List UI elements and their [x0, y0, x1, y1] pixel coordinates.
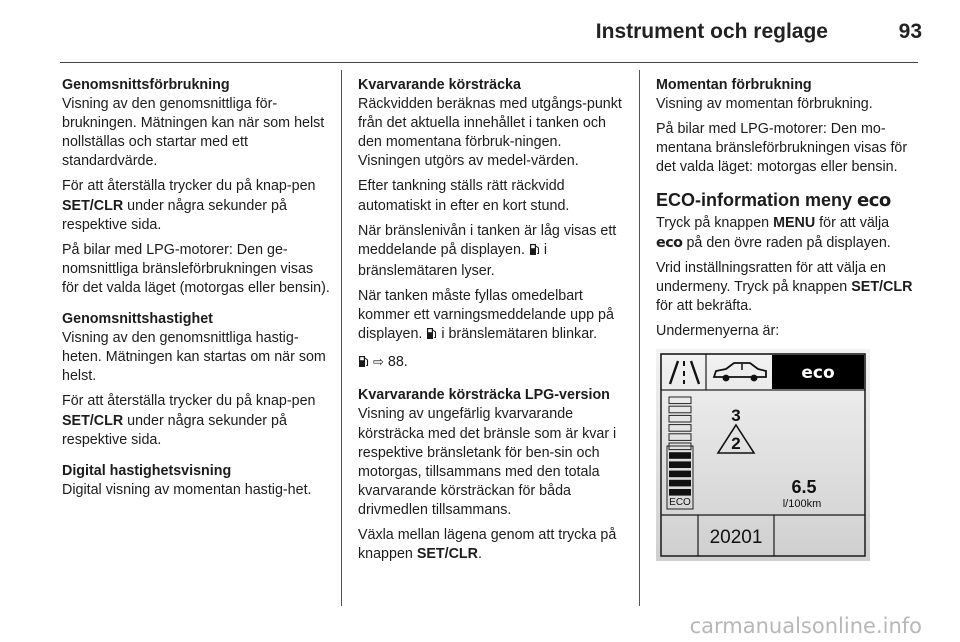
paragraph	[358, 526, 623, 564]
set-clr-button-label: SET/CLR	[416, 546, 478, 563]
watermark: carmanualsonline.info	[689, 614, 922, 638]
paragraph: Visning av den genomsnittliga för-brukningen. Mätningen kan när som helst nollställas och startar med ett standardvärde.	[62, 96, 325, 170]
paragraph	[656, 259, 918, 316]
fuel-pump-icon	[426, 327, 437, 346]
column-3	[656, 76, 918, 567]
section-instant-consumption	[656, 76, 918, 177]
gauge-segment	[669, 461, 691, 468]
column-divider-1	[341, 70, 342, 606]
set-clr-button-label: SET/CLR	[62, 412, 124, 429]
section-remaining-range	[358, 76, 623, 374]
gauge-segment	[669, 480, 691, 487]
gauge-segment	[669, 471, 691, 478]
column-1	[62, 76, 330, 512]
paragraph: På bilar med LPG-motorer: Den ge-nomsnittliga bränsleförbrukningen visas för det valda läget (motorgas eller bensin).	[62, 241, 330, 296]
text: för att välja	[815, 215, 890, 232]
gear-current: 2	[731, 434, 741, 454]
page-header	[0, 0, 960, 62]
paragraph	[62, 177, 330, 234]
section-digital-speed	[62, 462, 330, 500]
column-2	[358, 76, 623, 576]
eco-symbol-icon: eco	[857, 190, 891, 212]
text: på den övre raden på displayen.	[682, 234, 891, 251]
paragraph: Undermenyerna är:	[656, 322, 780, 339]
eco-menu-heading	[656, 189, 918, 212]
paragraph: Digital visning av momentan hastig-het.	[62, 481, 312, 498]
text: Vrid inställningsratten för att välja en undermeny. Tryck på knappen	[656, 259, 886, 295]
column-divider-2	[639, 70, 640, 606]
text: under några sekunder på respektive sida.	[62, 412, 287, 448]
odometer: 20201	[709, 527, 763, 549]
fuel-pump-icon	[529, 243, 540, 262]
paragraph: Visning av ungefärlig kvarvarande körsträcka med det bränsle som är kvar i respektive bränsletank för ben-sin och motorgas, tillsammans med den totala kvarvarande körsträckan för båda drivmedlen tillsammans.	[358, 406, 617, 518]
eco-display-illustration	[656, 349, 918, 567]
cross-reference	[358, 352, 623, 374]
section-heading: Kvarvarande körsträcka LPG-version	[358, 387, 610, 404]
set-clr-button-label: SET/CLR	[62, 197, 124, 214]
consumption-value: 6.5	[791, 477, 817, 498]
header-divider	[60, 62, 918, 63]
text: För att återställa trycker du på knap-pen	[62, 178, 316, 195]
paragraph: Efter tankning ställs rätt räckvidd automatiskt in efter en kort stund.	[358, 178, 570, 214]
gauge-segment	[669, 489, 691, 496]
section-average-speed	[62, 310, 330, 450]
eco-gauge-label: ECO	[669, 497, 691, 509]
reference-page: 88.	[387, 354, 408, 371]
paragraph	[62, 392, 330, 449]
text: När bränslenivån i tanken är låg visas ett meddelande på displayen.	[358, 222, 617, 258]
section-heading: Kvarvarande körsträcka	[358, 77, 521, 93]
section-heading: Momentan förbrukning	[656, 77, 812, 93]
consumption-unit: l/100km	[782, 498, 822, 511]
section-heading: Digital hastighetsvisning	[62, 462, 232, 479]
text: Växla mellan lägena genom att trycka på knappen	[358, 526, 617, 563]
section-remaining-range-lpg	[358, 386, 623, 564]
section-heading: Genomsnittsförbrukning	[62, 77, 230, 93]
paragraph	[358, 222, 623, 281]
text: ECO-information meny	[656, 190, 858, 211]
paragraph	[358, 287, 623, 346]
header-title: Instrument och reglage	[595, 20, 828, 43]
text: i bränslemätaren lyser.	[358, 241, 548, 279]
text: .	[478, 546, 482, 563]
paragraph: Räckvidden beräknas med utgångs-punkt från det aktuella innehållet i tanken och den momentana förbruk-ningen. Visningen utgörs av medel-värden.	[358, 96, 622, 170]
section-average-consumption	[62, 76, 330, 298]
paragraph: Visning av momentan förbrukning.	[656, 96, 873, 113]
section-heading: Genomsnittshastighet	[62, 311, 213, 328]
fuel-pump-icon	[358, 355, 369, 374]
text: för att bekräfta.	[656, 297, 753, 314]
eco-tab-label: eco	[801, 363, 835, 384]
gauge-segment	[669, 452, 691, 459]
eco-symbol-icon: eco	[656, 234, 683, 251]
text: När tanken måste fyllas omedelbart kommer ett varningsmeddelande upp på displayen.	[358, 287, 614, 343]
text: under några sekunder på respektive sida.	[62, 197, 287, 233]
set-clr-button-label: SET/CLR	[851, 278, 913, 295]
gear-next: 3	[731, 406, 741, 426]
instrument-display	[656, 349, 870, 561]
paragraph	[656, 214, 918, 252]
menu-button-label: MENU	[773, 215, 816, 232]
paragraph: Visning av den genomsnittliga hastig-heten. Mätningen kan startas om när som helst.	[62, 330, 326, 385]
reference-arrow-icon: ⇨	[372, 354, 384, 370]
text: Tryck på knappen	[656, 215, 774, 232]
page-number: 93	[898, 20, 922, 43]
text: För att återställa trycker du på knap-pen	[62, 393, 316, 410]
paragraph: På bilar med LPG-motorer: Den mo-mentana bränsleförbrukningen visas för det valda läget: motorgas eller bensin.	[656, 121, 908, 176]
text: i bränslemätaren blinkar.	[437, 326, 598, 343]
